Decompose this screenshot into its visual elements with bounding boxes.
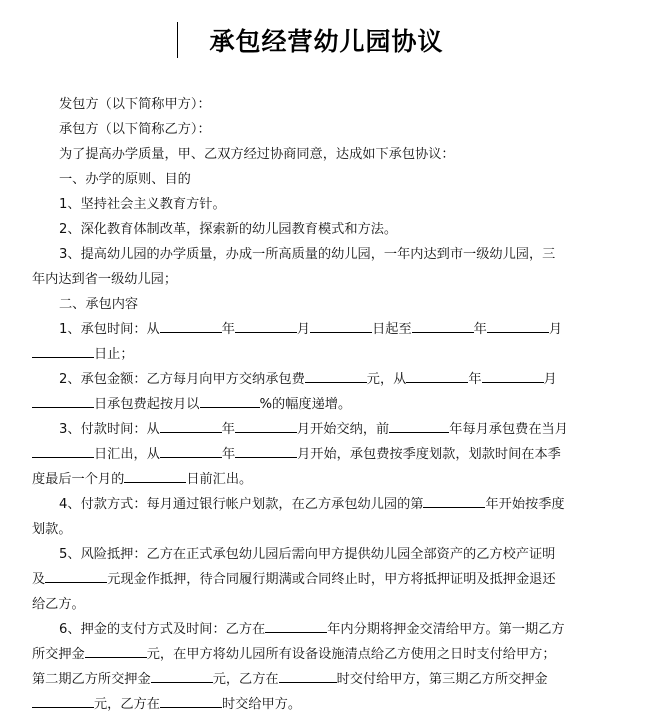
party-b-line: 承包方（以下简称乙方）： — [59, 122, 211, 137]
clause-mortgage-cont: 及 元现金作抵押，待合同履行期满或合同终止时，甲方将抵押证明及抵押金退还 — [32, 567, 592, 592]
blank-field[interactable] — [32, 343, 94, 358]
blank-field[interactable] — [32, 443, 94, 458]
blank-field[interactable] — [85, 643, 147, 658]
clause-payment-time-line: 3、付款时间：从 年 月开始交纳，前 年每月承包费在当月 — [32, 417, 592, 442]
section-heading-contents: 二、承包内容 — [59, 297, 139, 312]
blank-field[interactable] — [487, 318, 549, 333]
blank-field[interactable] — [124, 468, 186, 483]
clause-term-cont: 日止； — [32, 342, 592, 367]
blank-field[interactable] — [235, 318, 297, 333]
blank-field[interactable] — [423, 493, 485, 508]
blank-field[interactable] — [160, 693, 222, 708]
blank-field[interactable] — [406, 368, 468, 383]
clause-mortgage-cont2: 给乙方。 — [32, 597, 85, 612]
clause-deposit-line: 6、押金的支付方式及时间：乙方在 年内分期将押金交清给甲方。第一期乙方 — [32, 617, 592, 642]
clause-term-line: 1、承包时间：从 年 月 日起至 年 月 — [32, 317, 592, 342]
clause-amount-line: 2、承包金额：乙方每月向甲方交纳承包费 元，从 年 月 — [32, 367, 592, 392]
clause-amount-cont: 日承包费起按月以 %的幅度递增。 — [32, 392, 592, 417]
blank-field[interactable] — [305, 368, 367, 383]
principle-item-1: 1、坚持社会主义教育方针。 — [59, 197, 226, 212]
principle-item-3-cont: 年内达到省一级幼儿园； — [32, 272, 178, 287]
clause-payment-time-cont2: 度最后一个月的 日前汇出。 — [32, 467, 592, 492]
text-cursor — [177, 22, 178, 58]
section-heading-principles: 一、办学的原则、目的 — [59, 172, 191, 187]
clause-deposit-cont2: 第二期乙方所交押金 元，乙方在 时交付给甲方，第三期乙方所交押金 — [32, 667, 592, 692]
blank-field[interactable] — [200, 393, 260, 408]
clause-deposit-cont3: 元，乙方在 时交给甲方。 — [32, 692, 592, 717]
blank-field[interactable] — [482, 368, 544, 383]
document-title: 承包经营幼儿园协议 — [209, 27, 444, 56]
clause-payment-method-cont: 划款。 — [32, 522, 72, 537]
clause-deposit-cont: 所交押金 元，在甲方将幼儿园所有设备设施清点给乙方使用之日时支付给甲方； — [32, 642, 592, 667]
blank-field[interactable] — [412, 318, 474, 333]
clause-payment-method-line: 4、付款方式：每月通过银行帐户划款，在乙方承包幼儿园的第 年开始按季度 — [32, 492, 592, 517]
clause-payment-time-cont: 日汇出，从 年 月开始，承包费按季度划款，划款时间在本季 — [32, 442, 592, 467]
blank-field[interactable] — [45, 568, 107, 583]
blank-field[interactable] — [32, 693, 94, 708]
blank-field[interactable] — [160, 443, 222, 458]
blank-field[interactable] — [151, 668, 213, 683]
blank-field[interactable] — [265, 618, 327, 633]
intro-line: 为了提高办学质量，甲、乙双方经过协商同意，达成如下承包协议： — [59, 147, 455, 162]
blank-field[interactable] — [160, 318, 222, 333]
principle-item-2: 2、深化教育体制改革，探索新的幼儿园教育模式和方法。 — [59, 222, 398, 237]
principle-item-3: 3、提高幼儿园的办学质量，办成一所高质量的幼儿园，一年内达到市一级幼儿园，三 — [59, 247, 556, 262]
blank-field[interactable] — [160, 418, 222, 433]
blank-field[interactable] — [235, 443, 297, 458]
blank-field[interactable] — [235, 418, 297, 433]
blank-field[interactable] — [32, 393, 94, 408]
document-body — [32, 92, 592, 717]
blank-field[interactable] — [310, 318, 372, 333]
blank-field[interactable] — [389, 418, 449, 433]
blank-field[interactable] — [279, 668, 337, 683]
party-a-line: 发包方（以下简称甲方）： — [59, 97, 211, 112]
clause-mortgage-line: 5、风险抵押：乙方在正式承包幼儿园后需向甲方提供幼儿园全部资产的乙方校产证明 — [59, 547, 556, 562]
